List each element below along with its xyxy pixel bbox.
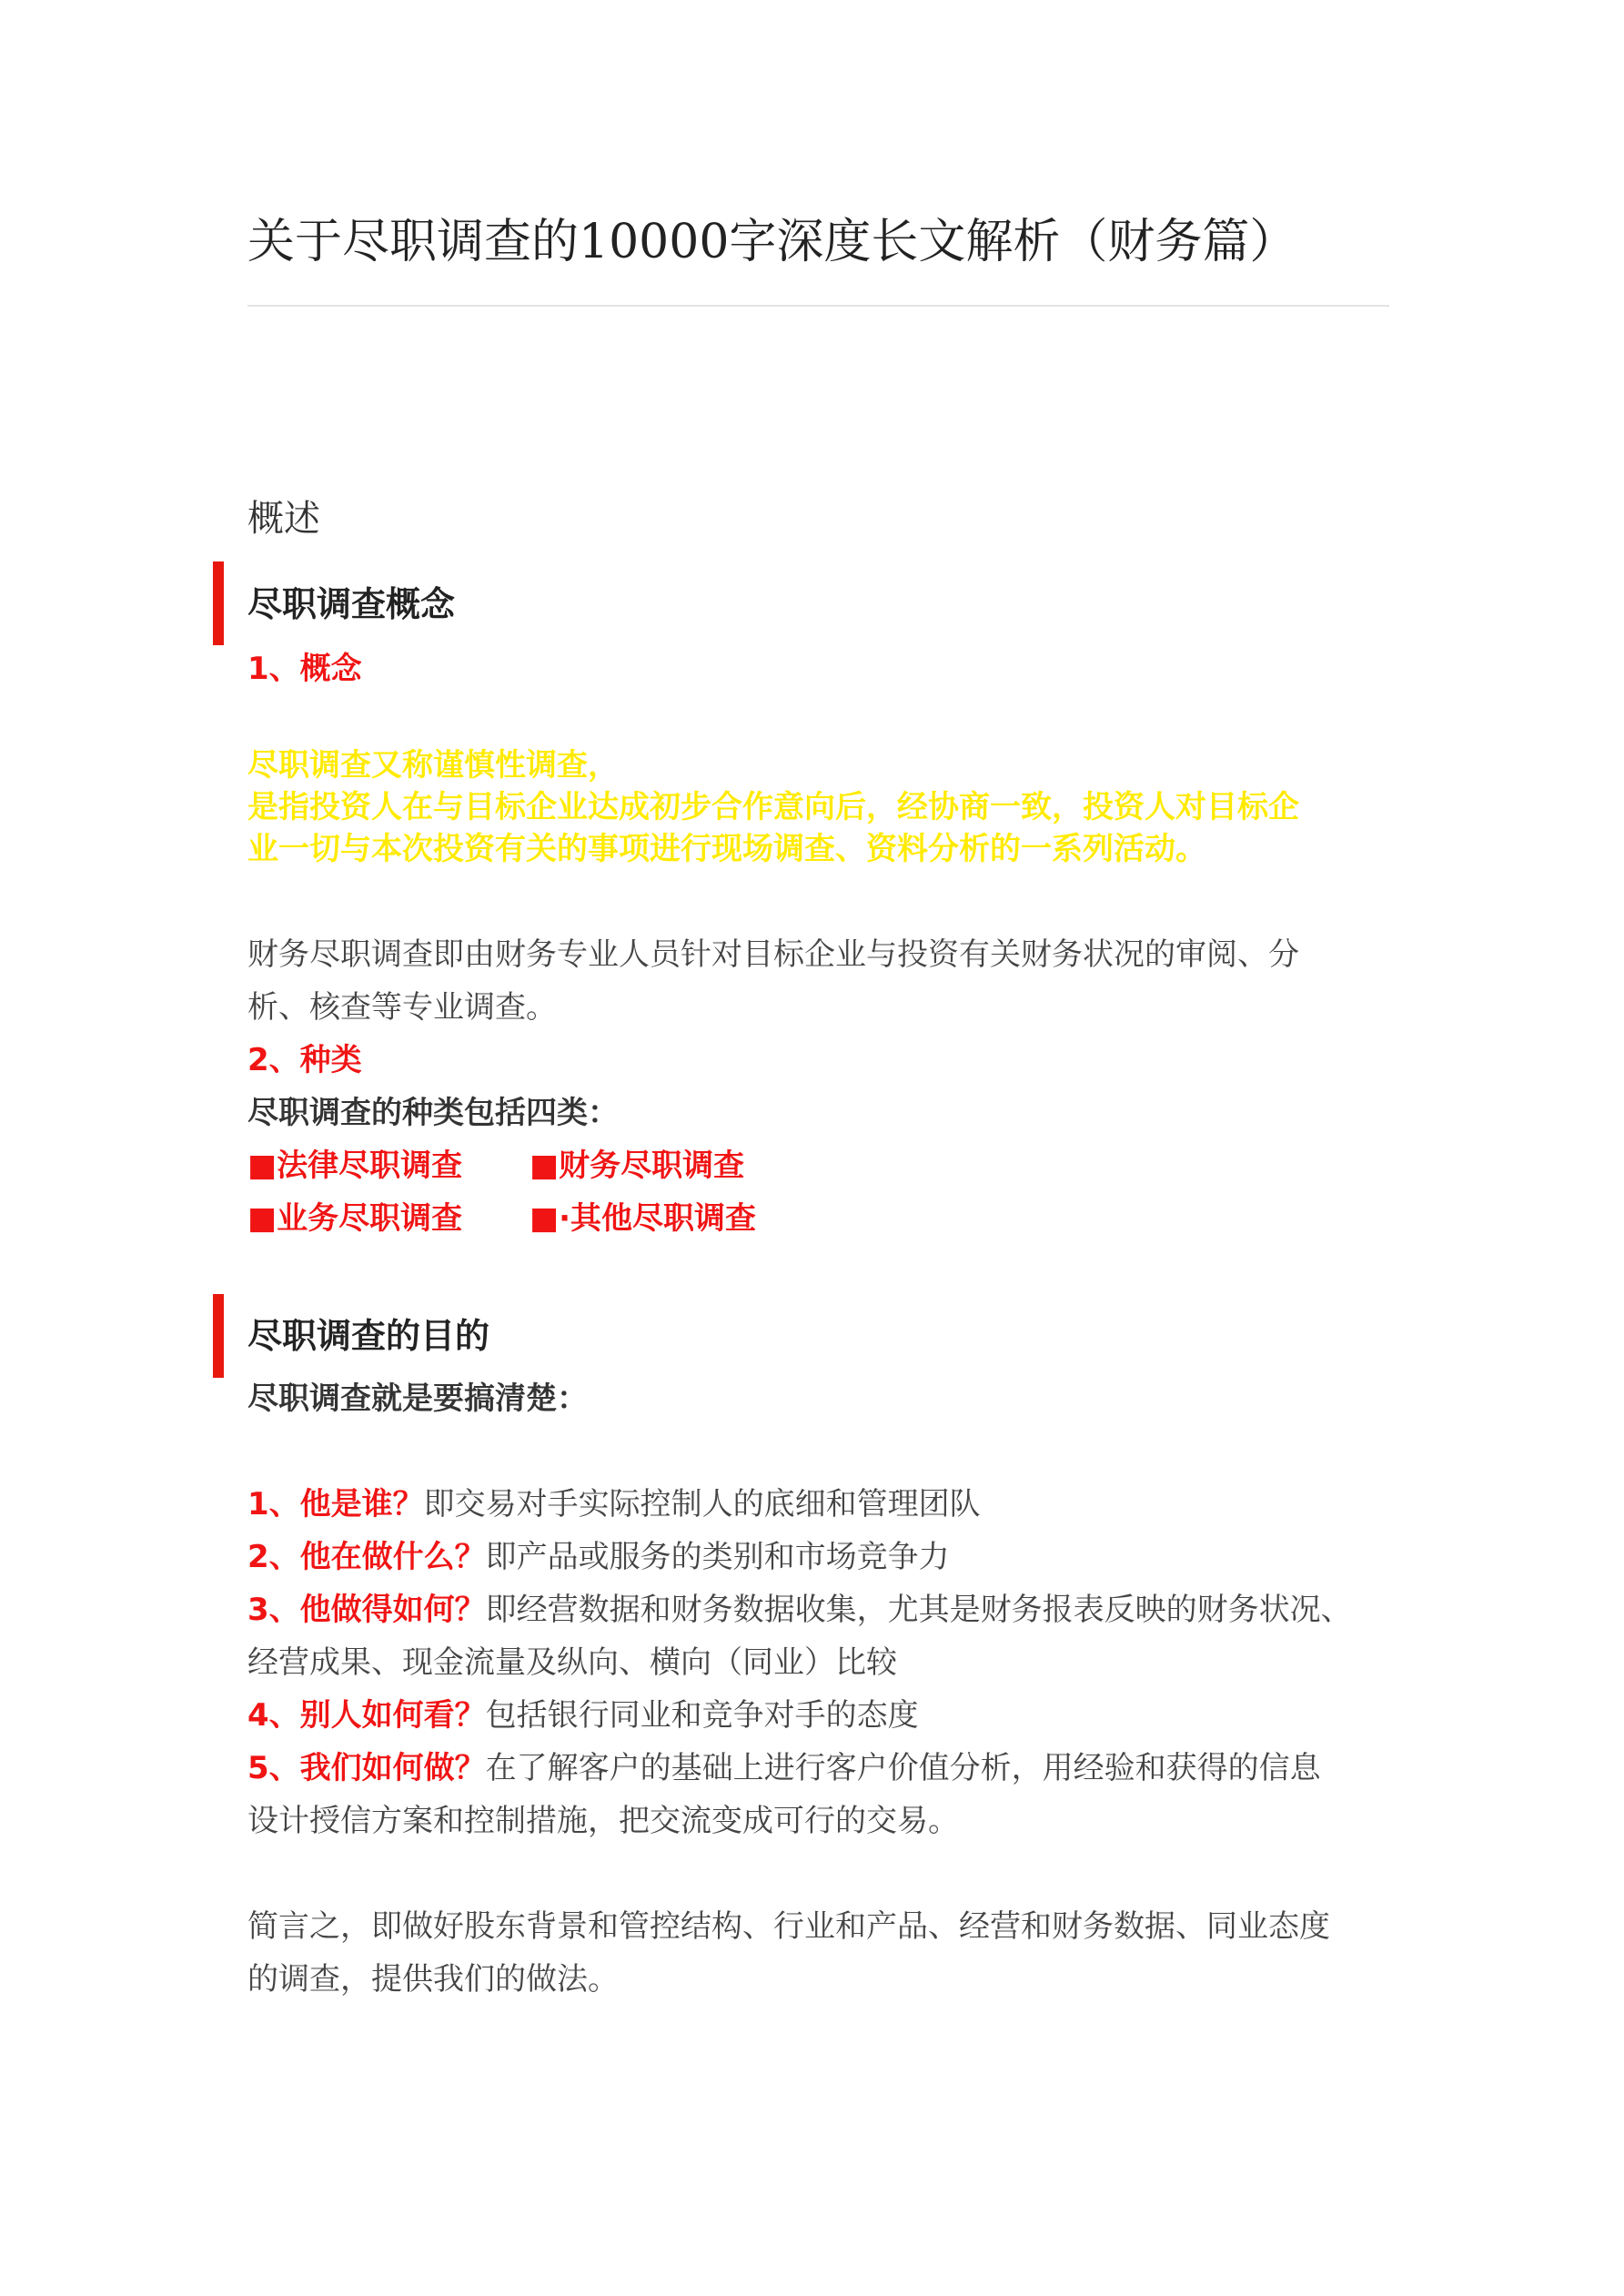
highlight-line: 业一切与本次投资有关的事项进行现场调查、资料分析的一系列活动。 [247,831,1206,867]
question-item [247,1742,1389,1795]
item-concept-label: 1、概念 [247,651,362,687]
kind-financial: ■财务尽职调查 [530,1148,745,1184]
highlight-line: 是指投资人在与目标企业达成初步合作意向后，经协商一致，投资人对目标企 [247,789,1299,825]
question-item [247,1531,1389,1583]
section-heading-purpose: 尽职调查的目的 [247,1316,490,1356]
question-item [247,1583,1389,1636]
kinds-intro: 尽职调查的种类包括四类： [247,1095,619,1131]
question-label: 3、他做得如何？ [247,1592,486,1628]
financial-definition-line: 财务尽职调查即由财务专业人员针对目标企业与投资有关财务状况的审阅、分 [247,936,1299,973]
question-answer: 在了解客户的基础上进行客户价值分析，用经验和获得的信息 [485,1750,1321,1786]
summary-line: 简言之，即做好股东背景和管控结构、行业和产品、经营和财务数据、同业态度 [247,1908,1330,1945]
financial-definition-line: 析、核查等专业调查。 [247,989,557,1026]
section-accent-bar [213,561,224,645]
kind-legal: ■法律尽职调查 [247,1148,463,1184]
item-kinds-label: 2、种类 [247,1042,362,1078]
question-label: 4、别人如何看？ [247,1697,486,1734]
purpose-intro: 尽职调查就是要搞清楚： [247,1381,588,1417]
question-item [247,1689,1389,1742]
question-item [247,1478,1389,1531]
kinds-row [247,1192,756,1245]
question-answer: 即产品或服务的类别和市场竞争力 [485,1539,950,1575]
question-answer-continued: 设计授信方案和控制措施，把交流变成可行的交易。 [247,1803,959,1839]
section-accent-bar [213,1294,224,1378]
kinds-row [247,1139,744,1192]
question-label: 2、他在做什么？ [247,1539,486,1575]
question-label: 5、我们如何做？ [247,1750,486,1786]
question-answer-continued: 经营成果、现金流量及纵向、横向（同业）比较 [247,1644,897,1681]
question-answer: 包括银行同业和竞争对手的态度 [485,1697,919,1734]
kind-business: ■业务尽职调查 [247,1200,463,1237]
section-heading-concept: 尽职调查概念 [247,584,456,624]
highlight-line: 尽职调查又称谨慎性调查， [247,747,619,784]
question-label: 1、他是谁？ [247,1486,424,1522]
document-title: 关于尽职调查的10000字深度长文解析（财务篇） [247,215,1297,269]
kind-other: ■·其他尽职调查 [530,1200,757,1237]
question-answer: 即交易对手实际控制人的底细和管理团队 [423,1486,981,1522]
overview-heading: 概述 [247,498,320,540]
summary-line: 的调查，提供我们的做法。 [247,1961,619,1998]
question-answer: 即经营数据和财务数据收集，尤其是财务报表反映的财务状况、 [485,1592,1352,1628]
title-divider [247,305,1389,307]
